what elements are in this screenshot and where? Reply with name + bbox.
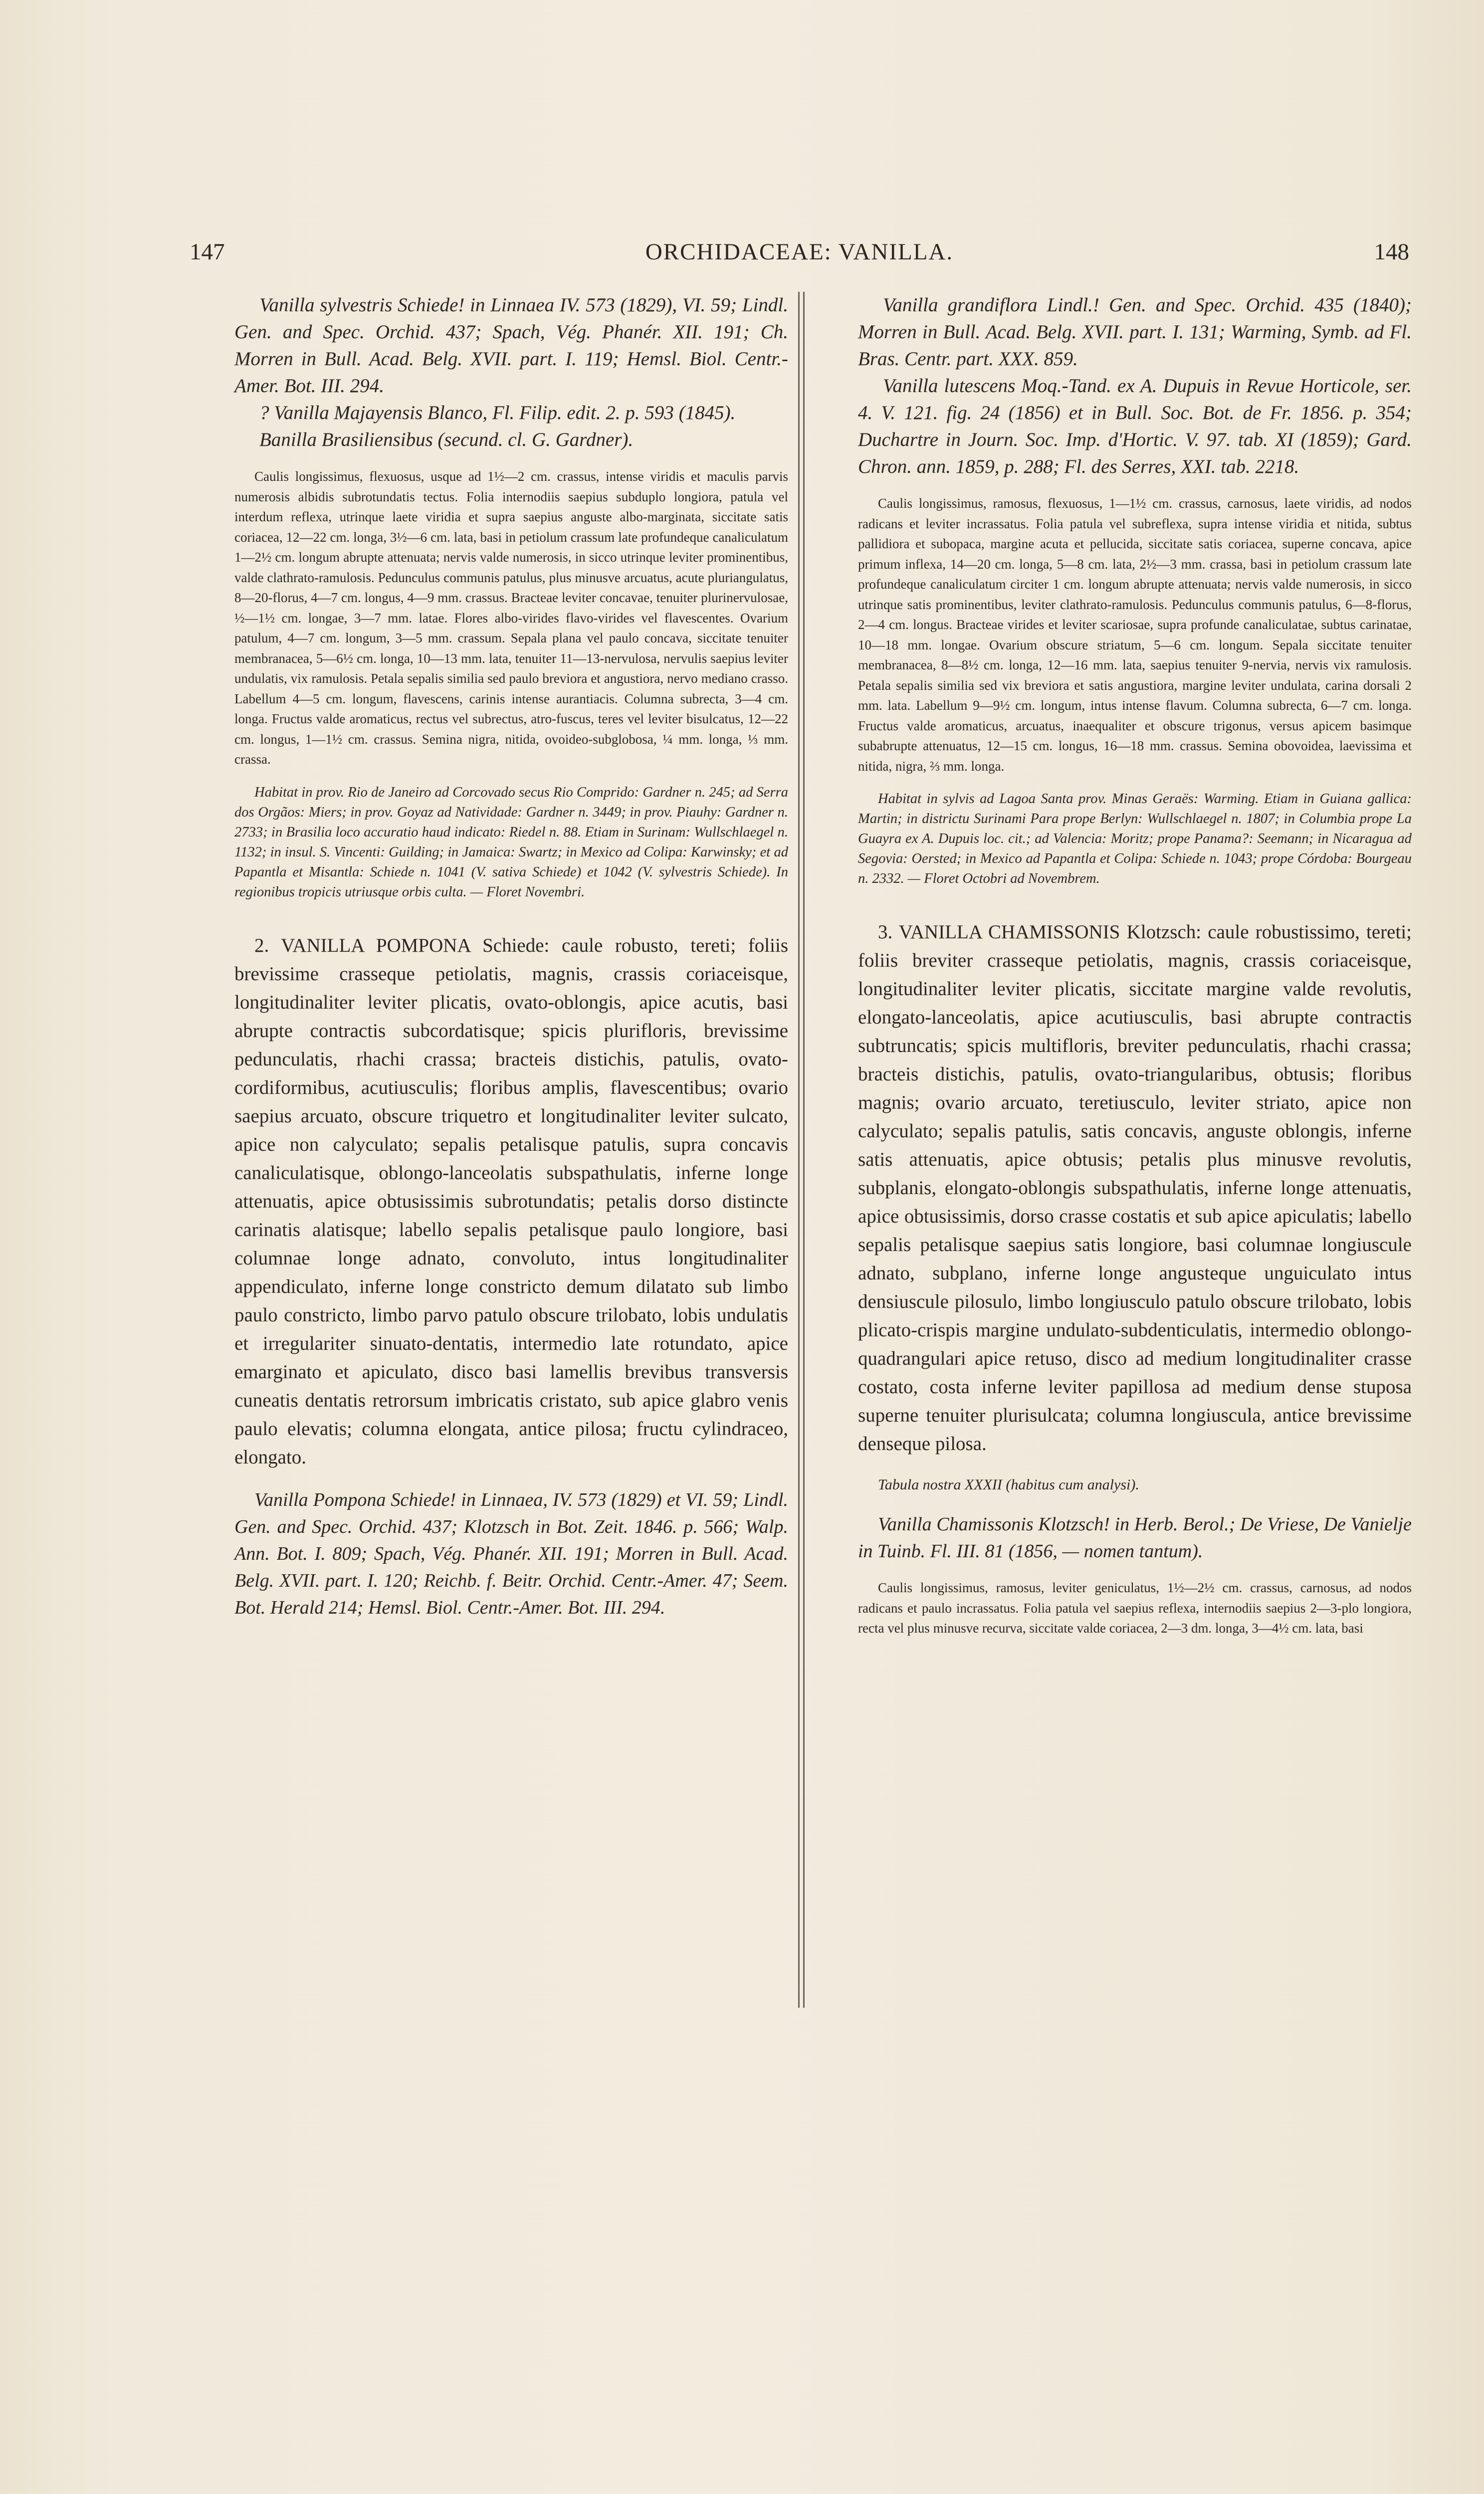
right-column: [858, 292, 1412, 1639]
page-number-left: 147: [190, 239, 225, 265]
description-paragraph-right: Caulis longissimus, ramosus, flexuosus, 1—1½ cm. crassus, carnosus, laete viridis, ad nodos radicans et leviter incrassatus. Folia patula vel subreflexa, supra intense viridia et nitida, subtus pallidiora et subopaca, margine acuta et pellucida, siccitate satis coriacea, superne concava, apice primum inflexa, 14—20 cm. longa, 5—8 cm. lata, 2½—3 mm. crassa, basi in petiolum crassum late profundeque canaliculatum circiter 1 cm. longum abrupte attenuata; nervis valde numerosis, in sicco utrinque satis prominentibus, leviter clathrato-ramulosis. Pedunculus communis patulus, 6—8-florus, 2—4 cm. longus. Bracteae virides et leviter scariosae, supra profunde canaliculatae, subtus carinatae, 10—18 mm. longae. Ovarium obscure striatum, 5—6 cm. longum. Sepala siccitate tenuiter membranacea, 8—8½ cm. longa, 12—16 mm. lata, saepius tenuiter 9-nervia, nervis vix ramulosis. Petala sepalis similia sed vix breviora et satis angustiora, margine leviter undulata, carina dorsali 2 mm. lata. Labellum 9—9½ cm. longum, intus intense flavum. Columna subrecta, 6—7 cm. longa. Fructus valde aromaticus, arcuatus, inaequaliter et obscure trigonus, versus apicem basimque subabrupte attenuatus, 12—15 cm. longus, 16—18 mm. crassus. Semina obovoidea, laevissima et nitida, nigra, ⅔ mm. longa.: [858, 496, 1412, 774]
habitat-paragraph-right: Habitat in sylvis ad Lagoa Santa prov. Minas Geraës: Warming. Etiam in Guiana gallica: Martin; in districtu Surinami Para prope Berlyn: Wullschlaegel n. 1807; in Columbia prope La Guayra ex A. Dupuis loc. cit.; ad Valencia: Moritz; prope Panama?: Seemann; in Nicaragua ad Segovia: Oersted; in Mexico ad Papantla et Colipa: Schiede n. 1043; prope Córdoba: Bourgeau n. 2332. — Floret Octobri ad Novembrem.: [858, 791, 1412, 886]
synonym-vanilla-sylvestris: Vanilla sylvestris Schiede! in Linnaea IV. 573 (1829), VI. 59; Lindl. Gen. and Spec. Orchid. 437; Spach, Vég. Phanér. XII. 191; Ch. Morren in Bull. Acad. Belg. XVII. part. I. 119; Hemsl. Biol. Centr.-Amer. Bot. III. 294.: [234, 294, 788, 397]
habitat-paragraph: Habitat in prov. Rio de Janeiro ad Corcovado secus Rio Comprido: Gardner n. 245; ad Serra dos Orgãos: Miers; in prov. Goyaz ad Natividade: Gardner n. 3449; in prov. Piauhy: Gardner n. 2733; in Brasilia loco accuratio haud indicato: Riedel n. 88. Etiam in Surinam: Wullschlaegel n. 1132; in insul. S. Vincenti: Guilding; in Jamaica: Swartz; in Mexico ad Colipa: Karwinsky; et ad Papantla et Misantla: Schiede n. 1041 (V. sativa Schiede) et 1042 (V. sylvestris Schiede). In regionibus tropicis utriusque orbis culta. — Floret Novembri.: [234, 784, 788, 900]
synonym-vanilla-lutescens: Vanilla lutescens Moq.-Tand. ex A. Dupuis in Revue Horticole, ser. 4. V. 121. fig. 24 (1856) et in Bull. Soc. Bot. de Fr. 1856. p. 354; Duchartre in Journ. Soc. Imp. d'Hortic. V. 97. tab. XI (1859); Gard. Chron. ann. 1859, p. 288; Fl. des Serres, XXI. tab. 2218.: [858, 375, 1412, 477]
synonym-vanilla-grandiflora: Vanilla grandiflora Lindl.! Gen. and Spec. Orchid. 435 (1840); Morren in Bull. Acad. Belg. XVII. part. I. 131; Warming, Symb. ad Fl. Bras. Centr. part. XXX. 859.: [858, 294, 1412, 370]
description-chamissonis: Caulis longissimus, ramosus, leviter geniculatus, 1½—2½ cm. crassus, carnosus, ad nodos radicans et paulo incrassatus. Folia patula vel saepius reflexa, internodiis saepius 2—3-plo longiora, recta vel plus minusve recurva, siccitate valde coriacea, 2—3 dm. longa, 3—4½ cm. lata, basi: [858, 1580, 1412, 1636]
plate-reference: Tabula nostra XXXII (habitus cum analysi).: [878, 1476, 1139, 1493]
running-title: ORCHIDACEAE: VANILLA.: [645, 239, 954, 265]
synonym-vanilla-chamissonis: Vanilla Chamissonis Klotzsch! in Herb. Berol.; De Vriese, De Vanielje in Tuinb. Fl. III. 81 (1856, — nomen tantum).: [858, 1514, 1412, 1562]
synonym-vanilla-pompona: Vanilla Pompona Schiede! in Linnaea, IV. 573 (1829) et VI. 59; Lindl. Gen. and Spec. Orchid. 437; Klotzsch in Bot. Zeit. 1846. p. 566; Walp. Ann. Bot. I. 809; Spach, Vég. Phanér. XII. 191; Morren in Bull. Acad. Belg. XVII. part. I. 120; Reichb. f. Beitr. Orchid. Centr.-Amer. 47; Seem. Bot. Herald 214; Hemsl. Biol. Centr.-Amer. Bot. III. 294.: [234, 1489, 788, 1618]
description-paragraph: Caulis longissimus, flexuosus, usque ad 1½—2 cm. crassus, intense viridis et maculis parvis numerosis albidis subrotundatis tectus. Folia internodiis saepius subduplo longiora, patula vel interdum reflexa, utrinque laete viridia et supra saepius anguste albo-marginata, siccitate satis coriacea, 12—22 cm. longa, 3½—6 cm. lata, basi in petiolum crassum late profundeque canaliculatum 1—2½ cm. longum abrupte attenuata; nervis valde numerosis, in sicco utrinque leviter prominentibus, valde clathrato-ramulosis. Pedunculus communis patulus, plus minusve arcuatus, acute pluriangulatus, 8—20-florus, 4—7 cm. longus, 4—9 mm. crassus. Bracteae leviter concavae, tenuiter plurinervulosae, ½—1½ cm. longae, 3—7 mm. latae. Flores albo-virides flavo-virides vel flavescentes. Ovarium patulum, 4—7 cm. longum, 3—5 mm. crassum. Sepala plana vel paulo concava, siccitate tenuiter membranacea, 5—6½ cm. longa, 10—13 mm. lata, tenuiter 11—13-nervulosa, nervulis saepius leviter undulatis, vix ramulosis. Petala sepalis similia sed paulo breviora et angustiora, nervo mediano crasso. Labellum 4—5 cm. longum, flavescens, carinis intense aurantiacis. Columna subrecta, 3—4 cm. longa. Fructus valde aromaticus, rectus vel subrectus, atro-fuscus, teres vel leviter bisulcatus, 12—22 cm. longus, 1—1½ cm. crassus. Semina nigra, nitida, ovoideo-subglobosa, ¼ mm. longa, ⅓ mm. crassa.: [234, 469, 788, 767]
species-vanilla-pompona: 2. VANILLA POMPONA Schiede: caule robusto, tereti; foliis brevissime crasseque petiolatis, magnis, crassis coriaceisque, longitudinaliter leviter plicatis, ovato-oblongis, apice acutis, basi abrupte contractis subcordatisque; spicis plurifloris, brevissime pedunculatis, rhachi crassa; bracteis distichis, patulis, ovato-cordiformibus, acutiusculis; floribus amplis, flavescentibus; ovario saepius arcuato, obscure triquetro et longitudinaliter leviter sulcato, apice non calyculato; sepalis petalisque patulis, supra concavis canaliculatisque, oblongo-lanceolatis subspathulatis, inferne longe attenuatis, apice obtusissimis subrotundatis; petalis dorso distincte carinatis alatisque; labello sepalis petalisque paulo longiore, basi columnae longe adnato, convoluto, intus longitudinaliter appendiculato, inferne longe constricto demum dilatato sub limbo paulo constricto, limbo parvo patulo obscure trilobato, lobis undulatis et irregulariter sinuato-dentatis, intermedio late rotundato, apice emarginato et apiculato, disco basi lamellis brevibus transversis cuneatis dentatis retrorsum imbricatis cristato, sub apice glabro venis paulo elevatis; columna elongata, antice pilosa; fructu cylindraceo, elongato.: [234, 934, 788, 1468]
synonym-vanilla-majayensis: ? Vanilla Majayensis Blanco, Fl. Filip. edit. 2. p. 593 (1845).: [259, 402, 736, 423]
species-vanilla-chamissonis: 3. VANILLA CHAMISSONIS Klotzsch: caule robustissimo, tereti; foliis breviter crasseque petiolatis, magnis, crassis coriaceisque, longitudinaliter leviter plicatis, siccitate margine valde revolutis, elongato-lanceolatis, apice acutiusculis, basi abrupte contractis subtruncatis; spicis multifloris, breviter pedunculatis, rhachi crassa; bracteis distichis, patulis, ovato-triangularibus, obtusis; floribus magnis; ovario arcuato, teretiusculo, leviter striato, apice non calyculato; sepalis patulis, satis concavis, anguste oblongis, inferne satis attenuatis, apice obtusis; petalis plus minusve revolutis, subplanis, elongato-oblongis subspathulatis, inferne longe attenuatis, apice obtusissimis, dorso crasse costatis et sub apice apiculatis; labello sepalis petalisque saepius satis longiore, basi columnae longiuscule adnato, subplano, inferne longe angusteque unguiculato intus densiuscule pilosulo, limbo longiusculo patulo obscure trilobato, lobis plicato-crispis margine undulato-subdenticulatis, intermedio oblongo-quadrangulari apice retuso, disco ad medium longitudinaliter crasse costato, costa inferne leviter papillosa ad medium dense stuposa superne tenuiter plurisulcata; columna longiuscula, antice brevissime denseque pilosa.: [858, 921, 1412, 1455]
column-divider: [798, 292, 805, 2008]
left-column: [234, 292, 788, 1621]
synonym-banilla: Banilla Brasiliensibus (secund. cl. G. Gardner).: [259, 429, 634, 450]
page-number-right: 148: [1374, 239, 1409, 265]
running-header: [190, 238, 1409, 273]
